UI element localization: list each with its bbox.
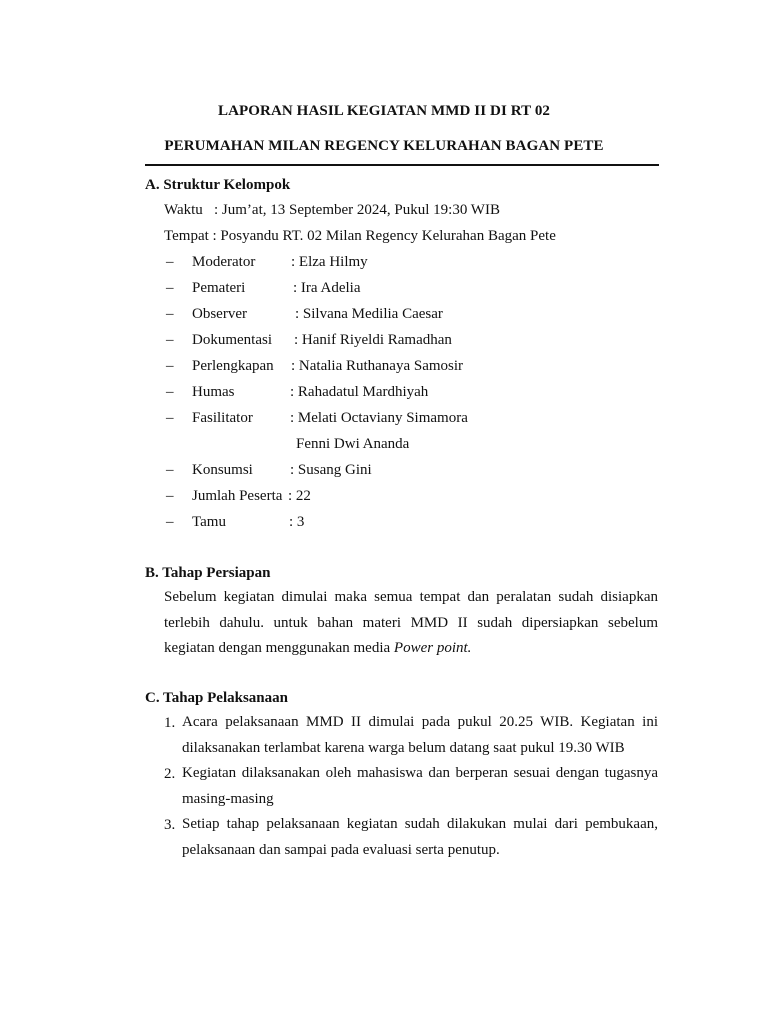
dash-bullet: –: [166, 488, 174, 504]
role-value: : Ira Adelia: [293, 280, 361, 296]
role-value: : Hanif Riyeldi Ramadhan: [294, 332, 452, 348]
role-value: : Elza Hilmy: [291, 254, 368, 270]
role-label: Dokumentasi: [192, 332, 272, 348]
role-value: : Melati Octaviany Simamora: [290, 410, 468, 426]
paragraph-text: Sebelum kegiatan dimulai maka semua tempat dan peralatan sudah disiapkan terlebih dahulu. untuk bahan materi MMD II sudah dipersiapkan sebelum kegiatan dengan menggunakan media: [164, 589, 658, 656]
role-label: Tamu: [192, 514, 226, 530]
role-label: Observer: [192, 306, 247, 322]
list-item-number: 2.: [164, 766, 176, 782]
role-value: : Rahadatul Mardhiyah: [290, 384, 429, 400]
role-label: Fasilitator: [192, 410, 253, 426]
role-value: : Susang Gini: [290, 462, 372, 478]
dash-bullet: –: [166, 358, 174, 374]
dash-bullet: –: [166, 410, 174, 426]
document-title-line-2: PERUMAHAN MILAN REGENCY KELURAHAN BAGAN PETE: [164, 138, 604, 154]
waktu-label: Waktu: [164, 202, 203, 218]
role-label: Humas: [192, 384, 235, 400]
role-label: Perlengkapan: [192, 358, 274, 374]
list-item: Setiap tahap pelaksanaan kegiatan sudah dilakukan mulai dari pembukaan, pelaksanaan dan sampai pada evaluasi serta penutup.: [182, 816, 658, 858]
role-value: : Natalia Ruthanaya Samosir: [291, 358, 464, 374]
role-value: : 3: [289, 514, 305, 530]
section-c-heading: C. Tahap Pelaksanaan: [145, 690, 288, 706]
dash-bullet: –: [166, 514, 174, 530]
list-item: Kegiatan dilaksanakan oleh mahasiswa dan berperan sesuai dengan tugasnya masing-masing: [182, 765, 658, 807]
dash-bullet: –: [166, 254, 174, 270]
dash-bullet: –: [166, 384, 174, 400]
section-a-heading: A. Struktur Kelompok: [145, 177, 291, 193]
waktu-value: : Jum’at, 13 September 2024, Pukul 19:30 WIB: [214, 202, 500, 218]
role-label: Moderator: [192, 254, 256, 270]
list-item-number: 1.: [164, 715, 176, 731]
role-label: Konsumsi: [192, 462, 253, 478]
paragraph-italic-text: Power point.: [393, 640, 472, 656]
dash-bullet: –: [166, 332, 174, 348]
document-title-line-1: LAPORAN HASIL KEGIATAN MMD II DI RT 02: [217, 103, 551, 119]
dash-bullet: –: [166, 306, 174, 322]
role-value: : Silvana Medilia Caesar: [295, 306, 443, 322]
role-value-continuation: Fenni Dwi Ananda: [296, 436, 410, 452]
role-label: Pemateri: [192, 280, 246, 296]
tempat-line: Tempat : Posyandu RT. 02 Milan Regency Kelurahan Bagan Pete: [164, 228, 556, 244]
title-underline: [145, 164, 659, 166]
section-b-paragraph: [164, 585, 658, 662]
section-b-heading: B. Tahap Persiapan: [145, 565, 271, 581]
list-item: Acara pelaksanaan MMD II dimulai pada pukul 20.25 WIB. Kegiatan ini dilaksanakan terlambat karena warga belum datang saat pukul 19.30 WIB: [182, 714, 658, 756]
dash-bullet: –: [166, 462, 174, 478]
dash-bullet: –: [166, 280, 174, 296]
role-value: : 22: [288, 488, 311, 504]
list-item-number: 3.: [164, 817, 176, 833]
role-label: Jumlah Peserta: [192, 488, 283, 504]
